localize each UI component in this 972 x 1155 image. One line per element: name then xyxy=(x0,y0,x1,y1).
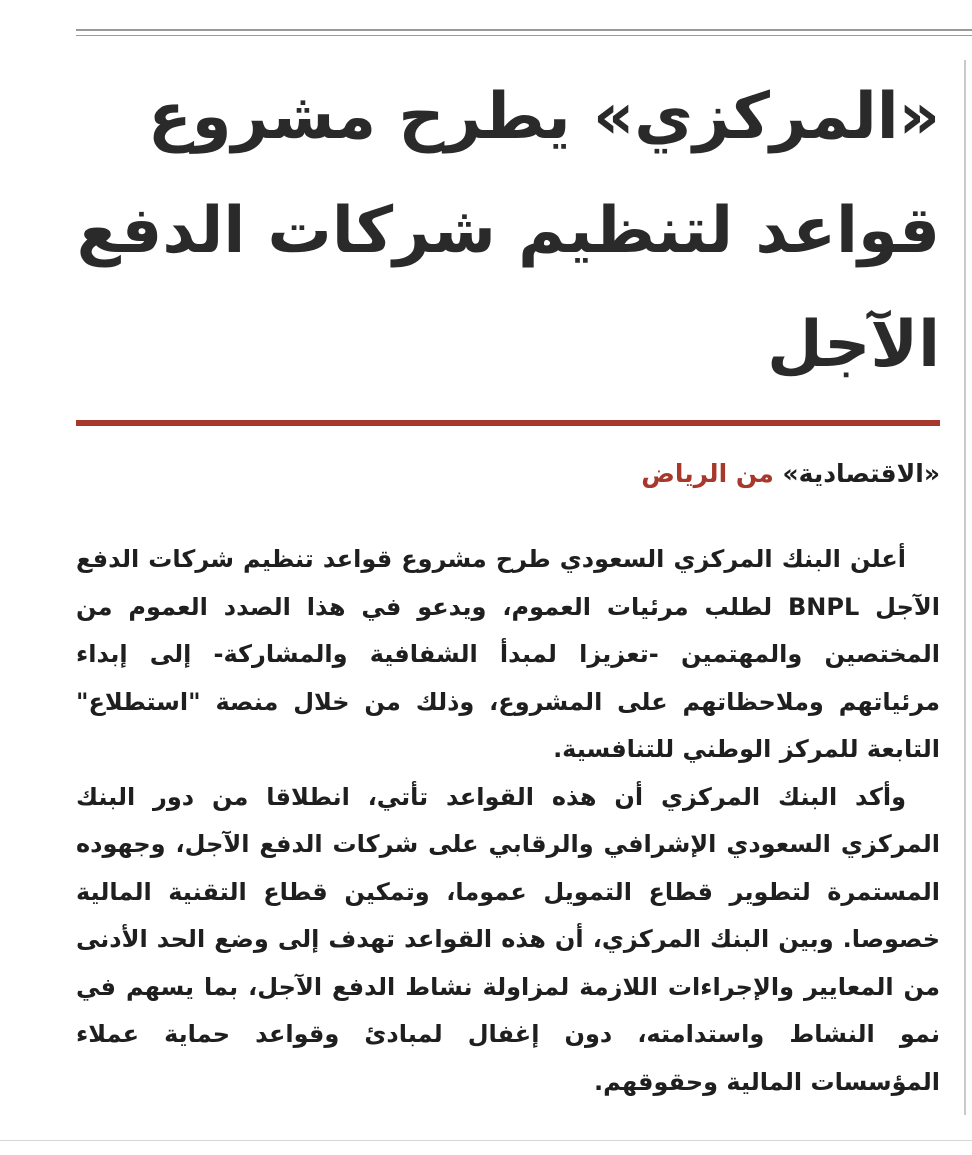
page-right-border xyxy=(964,60,966,1115)
article-byline xyxy=(74,454,940,494)
page-bottom-rule xyxy=(0,1140,972,1141)
top-double-rule-lower xyxy=(76,35,972,36)
byline-location: من الرياض xyxy=(641,459,774,488)
byline-source: «الاقتصادية» xyxy=(782,459,940,488)
article-headline: «المركزي» يطرح مشروع قواعد لتنظيم شركات الدفع الآجل xyxy=(76,80,940,382)
top-double-rule-upper xyxy=(76,29,972,31)
article-paragraph-2: وأكد البنك المركزي أن هذه القواعد تأتي، انطلاقا من دور البنك المركزي السعودي الإشرافي والرقابي على شركات الدفع الآجل، وجهوده المستمرة لتطوير قطاع التمويل عموما، وتمكين قطاع التقنية المالية خصوصا. وبين البنك المركزي، أن هذه القواعد تهدف إلى وضع الحد الأدنى من المعايير والإجراءات اللازمة لمزاولة نشاط الدفع الآجل، بما يسهم في نمو النشاط واستدامته، دون إغفال لمبادئ وقواعد حماية عملاء المؤسسات المالية وحقوقهم. xyxy=(76,782,940,1096)
headline-divider xyxy=(76,420,940,426)
article-paragraph-1: أعلن البنك المركزي السعودي طرح مشروع قواعد تنظيم شركات الدفع الآجل BNPL لطلب مرئيات العموم، ويدعو في هذا الصدد العموم من المختصين والمهتمين -تعزيزا لمبدأ الشفافية والمشاركة- إلى إبداء مرئياتهم وملاحظاتهم على المشروع، وذلك من خلال منصة "استطلاع" التابعة للمركز الوطني للتنافسية. xyxy=(76,545,940,763)
article-body xyxy=(76,536,940,1106)
